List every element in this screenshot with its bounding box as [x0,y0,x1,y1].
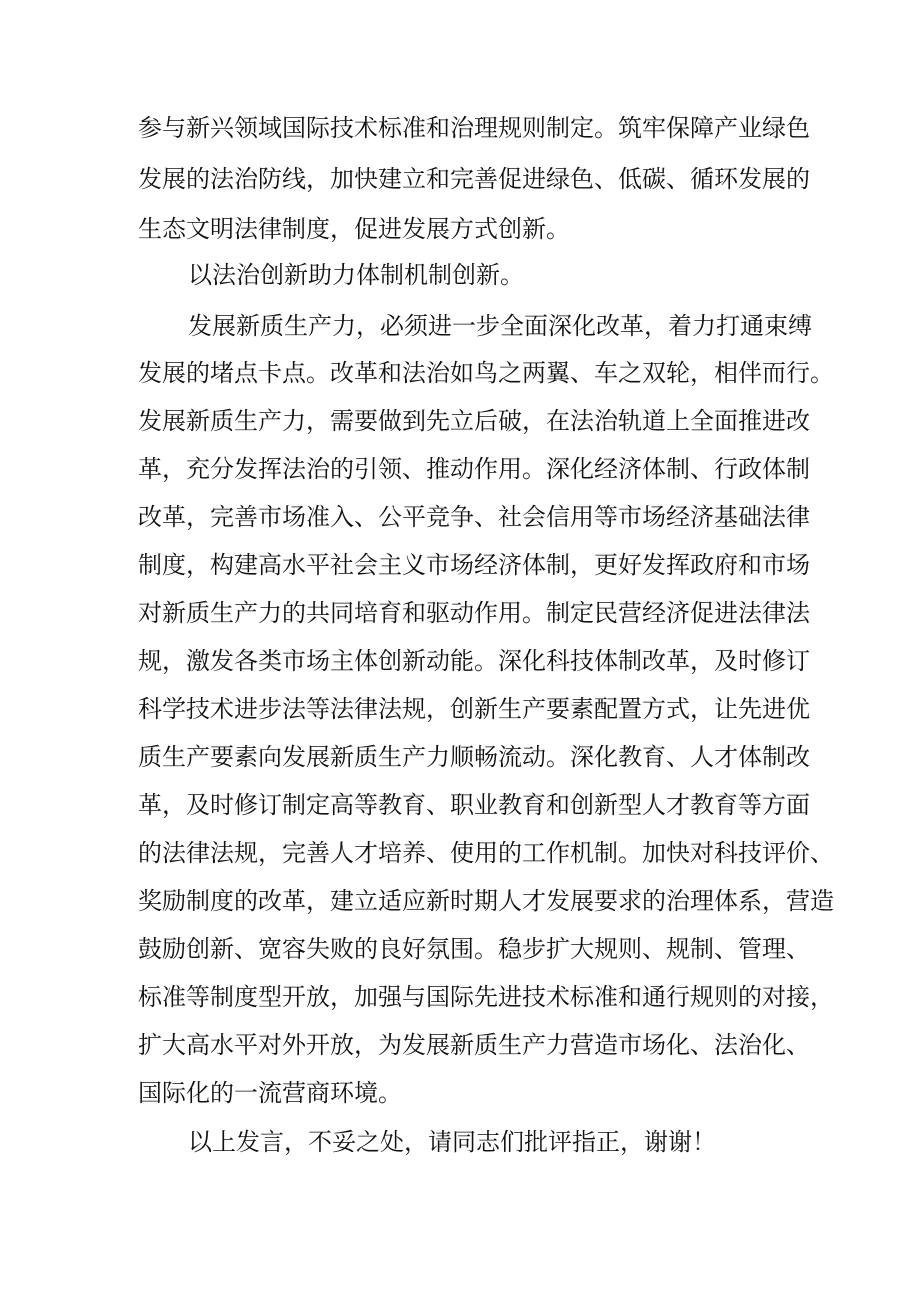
text-line: 标准等制度型开放，加强与国际先进技术标准和通行规则的对接， [138,983,834,1011]
section-heading: 以法治创新助力体制机制创新。 [188,261,524,289]
text-line: 国际化的一流营商环境。 [138,1079,402,1107]
text-line: 科学技术进步法等法律法规，创新生产要素配置方式，让先进优 [138,695,810,723]
text-line: 的法律法规，完善人才培养、使用的工作机制。加快对科技评价、 [138,839,834,867]
text-line: 参与新兴领域国际技术标准和治理规则制定。筑牢保障产业绿色 [138,114,810,142]
text-line: 发展的堵点卡点。改革和法治如鸟之两翼、车之双轮，相伴而行。 [138,359,834,387]
text-line: 发展新质生产力，必须进一步全面深化改革，着力打通束缚 [188,312,812,340]
text-line: 奖励制度的改革，建立适应新时期人才发展要求的治理体系，营造 [138,887,834,915]
text-line: 生态文明法律制度，促进发展方式创新。 [138,215,570,243]
text-line: 鼓励创新、宽容失败的良好氛围。稳步扩大规则、规制、管理、 [138,935,810,963]
closing-line: 以上发言，不妥之处，请同志们批评指正，谢谢！ [188,1128,716,1156]
text-line: 质生产要素向发展新质生产力顺畅流动。深化教育、人才体制改 [138,743,810,771]
text-line: 革，及时修订制定高等教育、职业教育和创新型人才教育等方面 [138,791,810,819]
text-line: 改革，完善市场准入、公平竞争、社会信用等市场经济基础法律 [138,503,810,531]
text-line: 扩大高水平对外开放，为发展新质生产力营造市场化、法治化、 [138,1031,810,1059]
text-line: 规，激发各类市场主体创新动能。深化科技体制改革，及时修订 [138,647,810,675]
text-line: 对新质生产力的共同培育和驱动作用。制定民营经济促进法律法 [138,599,810,627]
text-line: 发展新质生产力，需要做到先立后破，在法治轨道上全面推进改 [138,407,810,435]
text-line: 制度，构建高水平社会主义市场经济体制，更好发挥政府和市场 [138,551,810,579]
text-line: 发展的法治防线，加快建立和完善促进绿色、低碳、循环发展的 [138,165,810,193]
text-line: 革，充分发挥法治的引领、推动作用。深化经济体制、行政体制 [138,455,810,483]
